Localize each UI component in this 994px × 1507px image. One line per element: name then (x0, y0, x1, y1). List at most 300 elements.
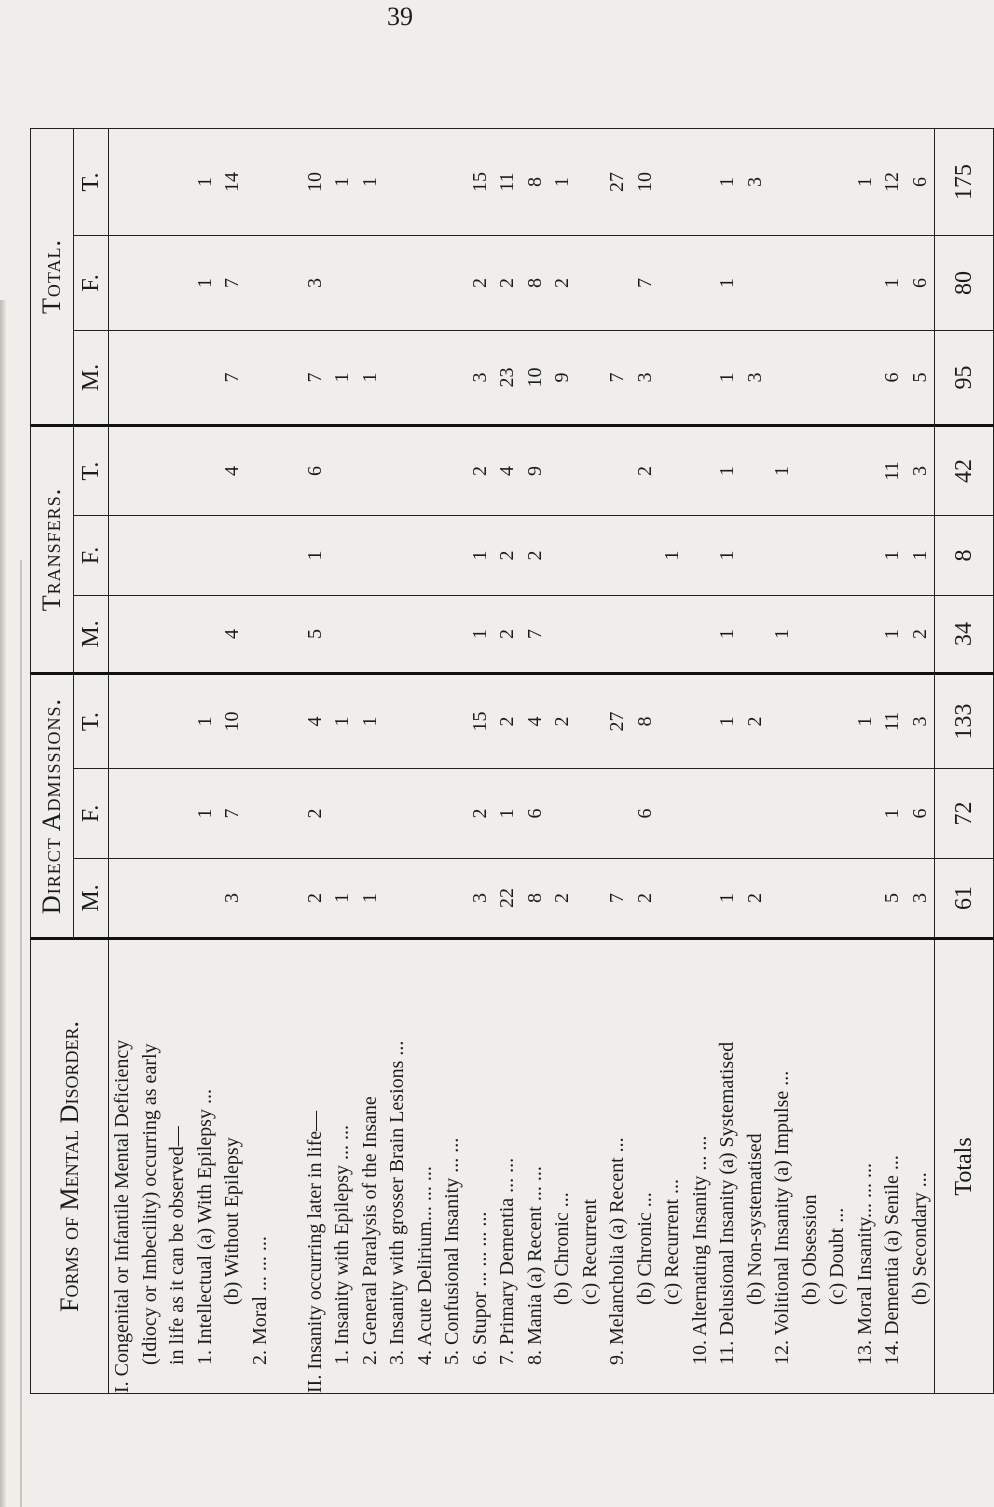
cell-value: 8 (633, 716, 656, 727)
cell-value (384, 331, 412, 424)
cell-value: 6 (908, 177, 931, 187)
cell-value: 7 (221, 372, 243, 383)
cell-value (549, 516, 577, 595)
cell-value: 9 (523, 466, 546, 476)
cell-value: 2 (551, 278, 573, 288)
col-header-m: M. (74, 331, 109, 426)
row-label: 9. Melancholia (a) Recent ... (606, 1137, 628, 1365)
cell-value (659, 236, 687, 330)
cell-value (824, 427, 852, 515)
row-label (274, 940, 302, 1393)
cell-value (577, 516, 605, 595)
cell-value: 3 (908, 716, 931, 727)
cell-value (604, 516, 632, 595)
row-label: 8. Mania (a) Recent ... ... (523, 1166, 546, 1365)
cell-value (384, 675, 412, 768)
cell-value (109, 236, 137, 330)
cell-value (412, 859, 440, 937)
col-header-t: T. (74, 426, 109, 516)
cell-value (412, 769, 440, 858)
cell-value (824, 236, 852, 330)
cell-value (247, 516, 275, 595)
direct-m-column (109, 859, 935, 939)
cell-value (714, 769, 742, 858)
cell-value: 1 (358, 177, 381, 187)
cell-value: 2 (496, 629, 518, 639)
cell-value (439, 236, 467, 330)
col-header-m: M. (74, 859, 109, 939)
row-label: (b) Non-systematised (743, 1133, 766, 1305)
cell-value: 1 (193, 808, 216, 819)
total-m-column (109, 331, 935, 426)
cell-value (797, 331, 825, 424)
total-direct-m: 61 (935, 859, 994, 939)
cell-value: 3 (743, 372, 766, 383)
cell-value (687, 769, 715, 858)
cell-value (137, 516, 165, 595)
cell-value (687, 675, 715, 768)
cell-value (549, 427, 577, 515)
cell-value (604, 236, 632, 330)
cell-value (164, 769, 192, 858)
cell-value (769, 236, 797, 330)
cell-value: 2 (496, 278, 518, 288)
cell-value: 7 (523, 629, 546, 639)
forms-header: Forms of Mental Disorder. (31, 939, 109, 1394)
cell-value (357, 596, 385, 672)
cell-value (742, 236, 770, 330)
cell-value (109, 769, 137, 858)
cell-value (439, 859, 467, 937)
cell-value (109, 596, 137, 672)
cell-value: 5 (908, 372, 931, 383)
cell-value: 3 (908, 466, 931, 476)
col-header-f: F. (74, 236, 109, 331)
cell-value (109, 129, 137, 235)
cell-value (797, 516, 825, 595)
cell-value (384, 859, 412, 937)
cell-value: 1 (716, 177, 738, 187)
cell-value (852, 427, 880, 515)
cell-value (797, 675, 825, 768)
cell-value: 2 (468, 466, 491, 476)
cell-value (109, 331, 137, 424)
cell-value: 1 (303, 550, 326, 561)
cell-value (687, 859, 715, 937)
cell-value (192, 516, 220, 595)
cell-value: 6 (908, 808, 931, 819)
cell-value: 1 (881, 629, 903, 639)
cell-value (659, 129, 687, 235)
cell-value: 2 (468, 278, 491, 288)
scan-edge (0, 300, 6, 1507)
cell-value (577, 129, 605, 235)
cell-value (274, 675, 302, 768)
totals-row (935, 128, 994, 1393)
row-label: 4. Acute Delirium... ... ... (413, 1166, 436, 1365)
cell-value (577, 236, 605, 330)
cell-value: 15 (468, 172, 491, 192)
cell-value: 1 (716, 466, 738, 476)
cell-value: 4 (221, 466, 243, 476)
scan-edge-line (20, 560, 22, 1507)
cell-value (797, 236, 825, 330)
cell-value (824, 129, 852, 235)
cell-value (164, 859, 192, 937)
cell-value (824, 859, 852, 937)
cell-value (797, 427, 825, 515)
cell-value (687, 596, 715, 672)
cell-value (742, 596, 770, 672)
cell-value (137, 675, 165, 768)
cell-value (687, 427, 715, 515)
col-header-f: F. (74, 769, 109, 859)
cell-value (632, 596, 660, 672)
cell-value (659, 859, 687, 937)
total-all-t: 175 (935, 128, 994, 235)
cell-value: 2 (468, 808, 491, 819)
cell-value: 14 (221, 172, 243, 192)
cell-value (769, 675, 797, 768)
transfers-f-column (109, 516, 935, 596)
cell-value: 6 (881, 372, 903, 383)
cell-value (549, 596, 577, 672)
cell-value: 1 (771, 629, 793, 639)
cell-value: 2 (908, 629, 931, 639)
row-label: (b) Chronic ... (551, 1192, 573, 1305)
cell-value (192, 596, 220, 672)
transfers-m-column (109, 596, 935, 674)
cell-value: 1 (193, 716, 216, 727)
row-label: 11. Delusional Insanity (a) Systematised (716, 1041, 738, 1365)
cell-value (852, 331, 880, 424)
row-label: 1. Intellectual (a) With Epilepsy ... (193, 1089, 216, 1365)
cell-value (769, 129, 797, 235)
row-label: (b) Without Epilepsy (221, 1137, 243, 1305)
cell-value (687, 236, 715, 330)
cell-value (329, 596, 357, 672)
cell-value (164, 129, 192, 235)
row-label: (c) Recurrent (578, 1198, 601, 1305)
cell-value (439, 331, 467, 424)
row-labels-cell (109, 939, 935, 1394)
cell-value (604, 769, 632, 858)
cell-value (164, 516, 192, 595)
cell-value (247, 596, 275, 672)
cell-value (164, 236, 192, 330)
row-label: (c) Doubt ... (826, 1207, 848, 1305)
cell-value (357, 427, 385, 515)
cell-value (439, 129, 467, 235)
page-number: 39 (387, 2, 413, 31)
cell-value (769, 331, 797, 424)
row-label: 12. Volitional Insanity (a) Impulse ... (771, 1070, 793, 1365)
total-f-column (109, 236, 935, 331)
cell-value (577, 331, 605, 424)
group-header-direct-admissions: Direct Admissions. (31, 674, 74, 939)
cell-value (769, 859, 797, 937)
cell-value (329, 427, 357, 515)
direct-f-column (109, 769, 935, 859)
cell-value: 3 (468, 893, 491, 903)
cell-value: 1 (331, 177, 353, 187)
cell-value: 1 (716, 278, 738, 288)
total-direct-t: 133 (935, 674, 994, 769)
cell-value: 2 (523, 550, 546, 561)
cell-value (659, 427, 687, 515)
cell-value (274, 236, 302, 330)
col-header-m: M. (74, 596, 109, 674)
cell-value: 1 (496, 808, 518, 819)
total-transfers-t: 42 (935, 426, 994, 516)
cell-value (219, 516, 247, 595)
cell-value (604, 596, 632, 672)
cell-value (164, 596, 192, 672)
cell-value (439, 769, 467, 858)
row-label: (b) Obsession (798, 1194, 821, 1305)
cell-value: 2 (551, 893, 573, 903)
cell-value: 1 (771, 466, 793, 476)
cell-value (852, 596, 880, 672)
col-header-t: T. (74, 128, 109, 235)
cell-value (439, 675, 467, 768)
cell-value: 2 (633, 466, 656, 476)
cell-value (412, 331, 440, 424)
cell-value (247, 769, 275, 858)
cell-value: 9 (551, 372, 573, 383)
cell-value (412, 596, 440, 672)
cell-value (137, 859, 165, 937)
cell-value (687, 516, 715, 595)
cell-value: 2 (551, 716, 573, 727)
cell-value (687, 129, 715, 235)
cell-value: 1 (881, 278, 903, 288)
cell-value (824, 675, 852, 768)
cell-value (384, 427, 412, 515)
cell-value (852, 236, 880, 330)
cell-value (577, 859, 605, 937)
cell-value (824, 516, 852, 595)
cell-value: 7 (606, 893, 628, 903)
cell-value (742, 516, 770, 595)
cell-value (604, 427, 632, 515)
cell-value: 10 (303, 172, 326, 192)
cell-value: 7 (633, 278, 656, 288)
transfers-t-column (109, 426, 935, 516)
cell-value: 1 (661, 550, 683, 561)
cell-value (357, 516, 385, 595)
cell-value: 8 (523, 177, 546, 187)
cell-value (384, 516, 412, 595)
cell-value: 10 (523, 367, 546, 388)
rotated-table-wrapper (30, 129, 977, 1394)
cell-value: 27 (606, 172, 628, 192)
row-label: 1. Insanity with Epilepsy ... ... (331, 1125, 353, 1365)
cell-value: 1 (908, 550, 931, 561)
cell-value (412, 516, 440, 595)
cell-value: 7 (303, 372, 326, 383)
cell-value: 1 (716, 716, 738, 727)
cell-value: 12 (881, 172, 903, 192)
cell-value: 3 (743, 177, 766, 187)
group-header-total: Total. (31, 128, 74, 425)
cell-value (247, 675, 275, 768)
cell-value (824, 769, 852, 858)
cell-value: 7 (606, 372, 628, 383)
cell-value (247, 331, 275, 424)
cell-value: 1 (193, 177, 216, 187)
cell-value: 1 (551, 177, 573, 187)
cell-value (824, 596, 852, 672)
cell-value: 1 (358, 716, 381, 727)
cell-value (412, 675, 440, 768)
cell-value (274, 769, 302, 858)
cell-value: 7 (221, 278, 243, 288)
cell-value (549, 769, 577, 858)
cell-value: 7 (221, 808, 243, 819)
cell-value (274, 516, 302, 595)
cell-value (274, 331, 302, 424)
cell-value (137, 236, 165, 330)
col-header-t: T. (74, 674, 109, 769)
cell-value (852, 516, 880, 595)
cell-value: 1 (468, 629, 491, 639)
cell-value: 4 (496, 466, 518, 476)
cell-value (247, 427, 275, 515)
row-label: 5. Confusional Insanity ... ... (441, 1137, 463, 1365)
cell-value (329, 236, 357, 330)
cell-value (109, 675, 137, 768)
total-t-column (109, 128, 935, 235)
cell-value (797, 859, 825, 937)
cell-value (164, 331, 192, 424)
cell-value: 3 (633, 372, 656, 383)
cell-value (384, 236, 412, 330)
cell-value (329, 516, 357, 595)
cell-value (384, 129, 412, 235)
direct-t-column (109, 674, 935, 769)
cell-value (852, 859, 880, 937)
cell-value (384, 769, 412, 858)
cell-value (192, 331, 220, 424)
cell-value (577, 675, 605, 768)
cell-value (274, 129, 302, 235)
cell-value: 5 (303, 629, 326, 639)
cell-value: 2 (496, 550, 518, 561)
cell-value (192, 427, 220, 515)
cell-value: 1 (358, 893, 381, 903)
row-label: in life as it can be observed— (166, 1126, 188, 1365)
cell-value: 1 (331, 893, 353, 903)
row-label: I. Congenital or Infantile Mental Deficiency (111, 1039, 133, 1393)
cell-value (659, 675, 687, 768)
cell-value: 3 (468, 372, 491, 383)
row-label: (c) Recurrent ... (661, 1178, 683, 1305)
cell-value: 1 (331, 372, 353, 383)
cell-value: 1 (716, 372, 738, 383)
cell-value: 8 (523, 893, 546, 903)
cell-value: 1 (881, 550, 903, 561)
cell-value: 8 (523, 278, 546, 288)
total-direct-f: 72 (935, 769, 994, 859)
cell-value: 5 (881, 893, 903, 903)
row-label: 3. Insanity with grosser Brain Lesions ... (386, 1040, 408, 1365)
row-label: (b) Secondary ... (908, 1172, 931, 1305)
col-header-f: F. (74, 516, 109, 596)
cell-value: 1 (853, 716, 876, 727)
cell-value (357, 236, 385, 330)
cell-value (577, 769, 605, 858)
cell-value: 2 (303, 808, 326, 819)
total-transfers-m: 34 (935, 596, 994, 674)
cell-value (439, 596, 467, 672)
cell-value (797, 769, 825, 858)
cell-value (412, 236, 440, 330)
cell-value: 2 (303, 893, 326, 903)
cell-value: 1 (716, 629, 738, 639)
row-label: 6. Stupor ... ... ... ... (468, 1211, 491, 1365)
cell-value (632, 516, 660, 595)
cell-value (247, 236, 275, 330)
cell-value: 22 (496, 888, 518, 908)
cell-value: 3 (303, 278, 326, 288)
cell-value: 15 (468, 711, 491, 732)
cell-value: 4 (221, 629, 243, 639)
cell-value (137, 427, 165, 515)
cell-value (742, 427, 770, 515)
cell-value (137, 129, 165, 235)
cell-value: 6 (303, 466, 326, 476)
cell-value (687, 331, 715, 424)
cell-value: 1 (331, 716, 353, 727)
cell-value: 1 (468, 550, 491, 561)
body-row (109, 128, 935, 1393)
cell-value (797, 129, 825, 235)
cell-value: 2 (633, 893, 656, 903)
row-label: 10. Alternating Insanity ... ... (688, 1135, 711, 1365)
cell-value (659, 769, 687, 858)
cell-value: 1 (881, 808, 903, 819)
cell-value (797, 596, 825, 672)
cell-value (742, 769, 770, 858)
cell-value: 1 (716, 550, 738, 561)
row-label: 2. General Paralysis of the Insane (358, 1096, 381, 1365)
cell-value: 3 (908, 893, 931, 903)
cell-value (439, 516, 467, 595)
total-transfers-f: 8 (935, 516, 994, 596)
cell-value: 4 (303, 716, 326, 727)
cell-value: 1 (358, 372, 381, 383)
cell-value: 2 (496, 716, 518, 727)
cell-value: 2 (743, 893, 766, 903)
cell-value (247, 859, 275, 937)
cell-value: 6 (523, 808, 546, 819)
cell-value (769, 516, 797, 595)
row-label: 14. Dementia (a) Senile ... (881, 1155, 903, 1365)
row-label: 2. Moral ... ... ... (248, 1236, 271, 1365)
cell-value (329, 769, 357, 858)
cell-value: 11 (496, 172, 518, 192)
cell-value (137, 596, 165, 672)
cell-value: 10 (633, 172, 656, 192)
cell-value: 3 (221, 893, 243, 903)
mental-disorder-table (30, 128, 994, 1394)
cell-value: 1 (716, 893, 738, 903)
totals-label: Totals (935, 939, 994, 1394)
cell-value (659, 596, 687, 672)
cell-value (192, 859, 220, 937)
cell-value (769, 769, 797, 858)
